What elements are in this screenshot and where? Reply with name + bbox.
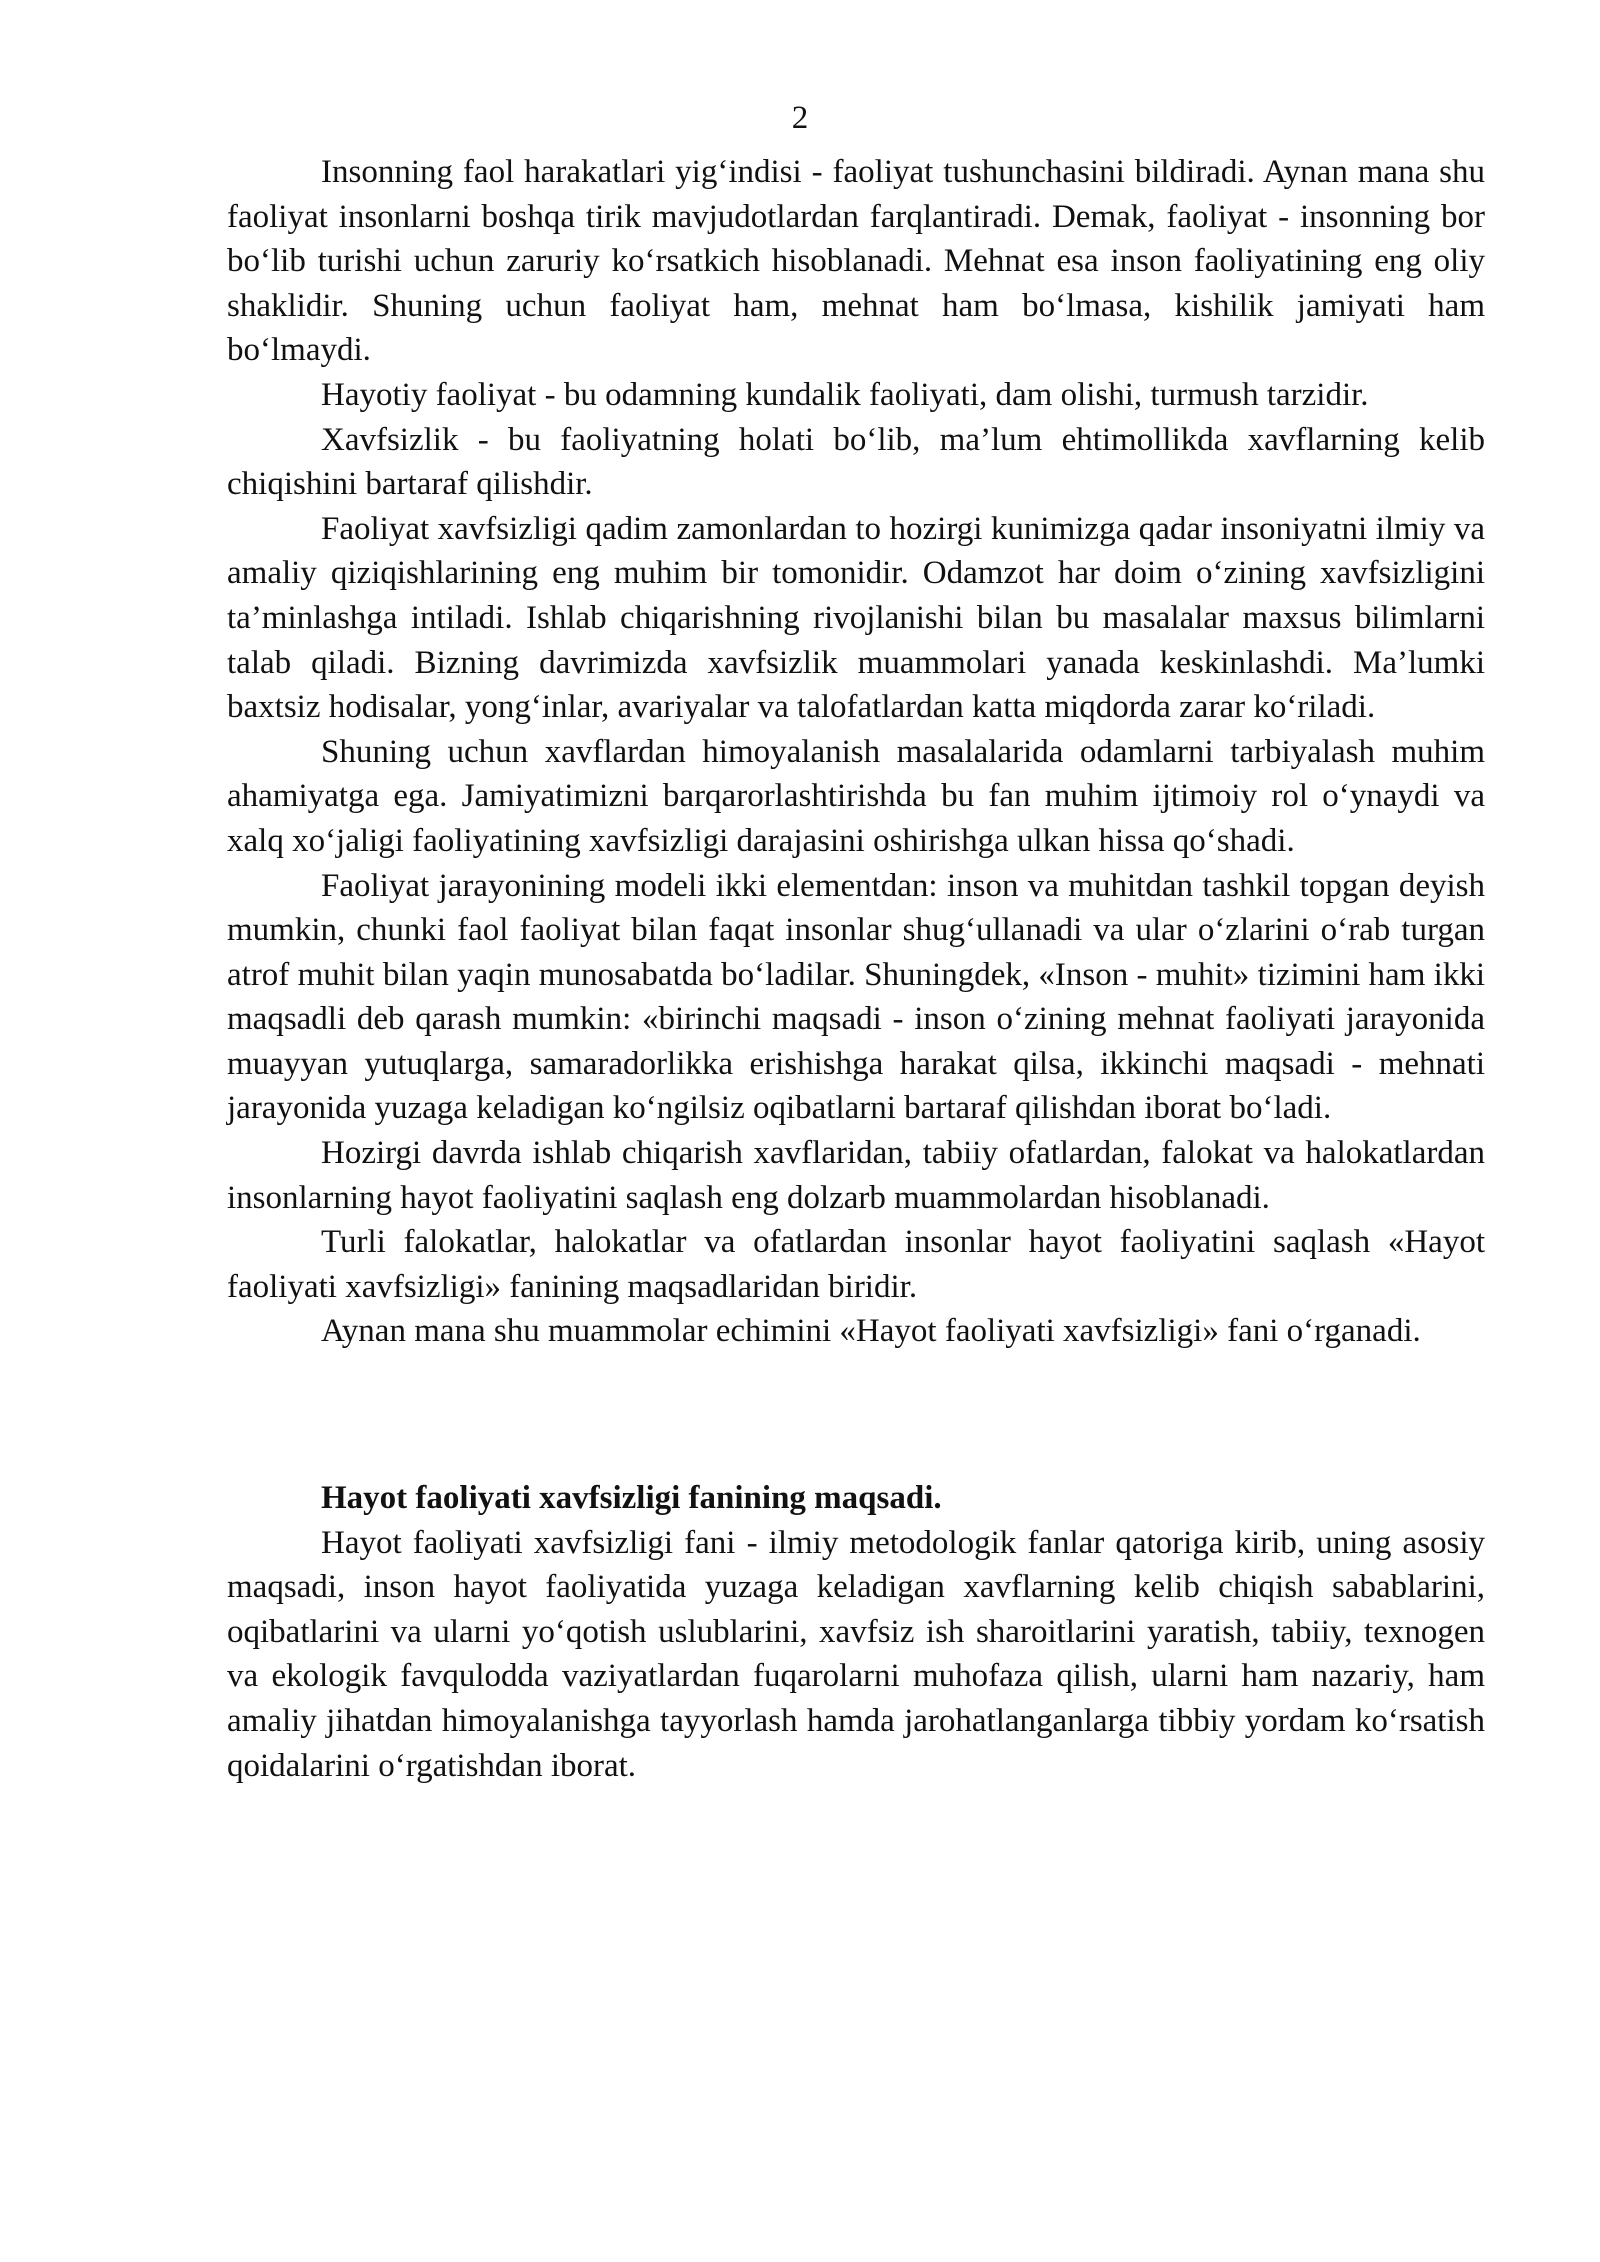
page-number: 2 — [791, 100, 809, 136]
page-content — [227, 150, 1485, 1788]
paragraph-2: Hayotiy faoliyat - bu odamning kundalik faoliyati, dam olishi, turmush tarzidir. — [321, 376, 1369, 413]
paragraph-5: Shuning uchun xavflardan himoyalanish masalalarida odamlarni tarbiyalash muhim ahamiyatga ega. Jamiyatimizni barqarorlashtirishda bu fan muhim ijtimoiy rol o‘ynaydi va xalq xo‘jaligi faoliyatining xavfsizligi darajasini oshirishga ulkan hissa qo‘shadi. — [227, 733, 1485, 859]
paragraph-1: Insonning faol harakatlari yig‘indisi - faoliyat tushunchasini bildiradi. Aynan mana shu faoliyat insonlarni boshqa tirik mavjudotlardan farqlantiradi. Demak, faoliyat - insonning bor bo‘lib turishi uchun zaruriy ko‘rsatkich hisoblanadi. Mehnat esa inson faoliyatining eng oliy shaklidir. Shuning uchun faoliyat ham, mehnat ham bo‘lmasa, kishilik jamiyati ham bo‘lmaydi. — [227, 154, 1485, 369]
section-heading: Hayot faoliyati xavfsizligi fanining maqsadi. — [321, 1480, 942, 1517]
paragraph-9: Aynan mana shu muammolar echimini «Hayot faoliyati xavfsizligi» fani o‘rganadi. — [321, 1313, 1421, 1350]
paragraph-8: Turli falokatlar, halokatlar va ofatlardan insonlar hayot faoliyatini saqlash «Hayot faoliyati xavfsizligi» fanining maqsadlaridan biridir. — [227, 1224, 1485, 1305]
section-paragraph: Hayot faoliyati xavfsizligi fani - ilmiy metodologik fanlar qatoriga kirib, uning asosiy maqsadi, inson hayot faoliyatida yuzaga keladigan xavflarning kelib chiqish sabablarini, oqibatlarini va ularni yo‘qotish uslublarini, xavfsiz ish sharoitlarini yaratish, tabiiy, texnogen va ekologik favqulodda vaziyatlardan fuqarolarni muhofaza qilish, ularni ham nazariy, ham amaliy jihatdan himoyalanishga tayyorlash hamda jarohatlanganlarga tibbiy yordam ko‘rsatish qoidalarini o‘rgatishdan iborat. — [227, 1524, 1485, 1784]
paragraph-7: Hozirgi davrda ishlab chiqarish xavflaridan, tabiiy ofatlardan, falokat va halokatlardan insonlarning hayot faoliyatini saqlash eng dolzarb muammolardan hisoblanadi. — [227, 1135, 1485, 1216]
paragraph-3: Xavfsizlik - bu faoliyatning holati bo‘lib, ma’lum ehtimollikda xavflarning kelib chiqishini bartaraf qilishdir. — [227, 421, 1485, 503]
paragraph-6: Faoliyat jarayonining modeli ikki elementdan: inson va muhitdan tashkil topgan deyish mumkin, chunki faol faoliyat bilan faqat insonlar shug‘ullanadi va ular o‘zlarini o‘rab turgan atrof muhit bilan yaqin munosabatda bo‘ladilar. Shuningdek, «Inson - muhit» tizimini ham ikki maqsadli deb qarash mumkin: «birinchi maqsadi - inson o‘zining mehnat faoliyati jarayonida muayyan yutuqlarga, samaradorlikka erishishga harakat qilsa, ikkinchi maqsadi - mehnati jarayonida yuzaga keladigan ko‘ngilsiz oqibatlarni bartaraf qilishdan iborat bo‘ladi. — [227, 867, 1485, 1127]
paragraph-4: Faoliyat xavfsizligi qadim zamonlardan to hozirgi kunimizga qadar insoniyatni ilmiy va amaliy qiziqishlarining eng muhim bir tomonidir. Odamzot har doim o‘zining xavfsizligini ta’minlashga intiladi. Ishlab chiqarishning rivojlanishi bilan bu masalalar maxsus bilimlarni talab qiladi. Bizning davrimizda xavfsizlik muammolari yanada keskinlashdi. Ma’lumki baxtsiz hodisalar, yong‘inlar, avariyalar va talofatlardan katta miqdorda zarar ko‘riladi. — [227, 510, 1485, 726]
